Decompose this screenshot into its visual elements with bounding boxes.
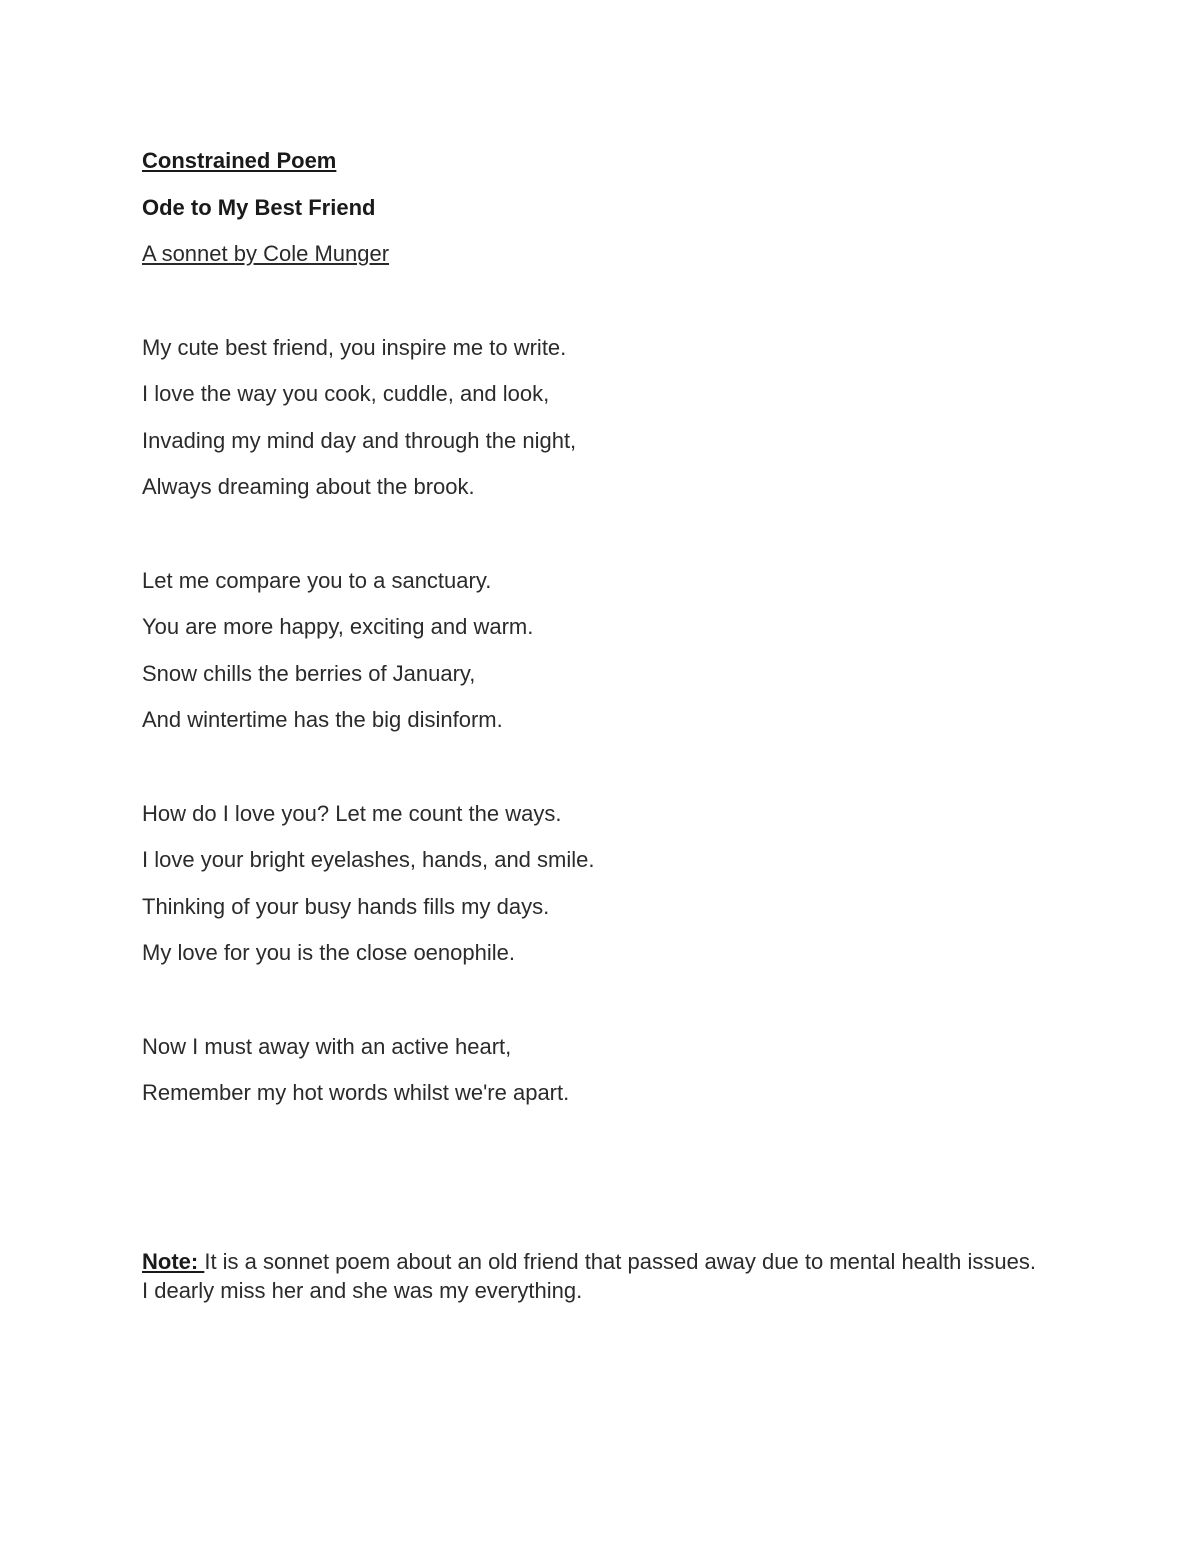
verse-line: How do I love you? Let me count the ways. xyxy=(142,800,562,826)
verse-line: Snow chills the berries of January, xyxy=(142,660,476,686)
verse-line: Now I must away with an active heart, xyxy=(142,1033,512,1059)
verse-line: Always dreaming about the brook. xyxy=(142,474,475,500)
byline-row xyxy=(142,231,1062,278)
spacer xyxy=(142,511,1062,558)
spacer xyxy=(142,744,1062,791)
poem-title: Ode to My Best Friend xyxy=(142,194,376,220)
verse-line: Thinking of your busy hands fills my days. xyxy=(142,893,550,919)
verse-line: My cute best friend, you inspire me to write. xyxy=(142,334,567,360)
poem-title-row xyxy=(142,185,1062,232)
verse-line: My love for you is the close oenophile. xyxy=(142,940,515,966)
spacer xyxy=(142,977,1062,1024)
note-label: Note: xyxy=(142,1249,205,1274)
poem-content xyxy=(142,138,1062,1117)
author-note xyxy=(142,1247,1042,1305)
verse-line: I love the way you cook, cuddle, and look, xyxy=(142,381,550,407)
couplet xyxy=(142,1024,1062,1117)
verse-line: Remember my hot words whilst we're apart. xyxy=(142,1080,570,1106)
spacer xyxy=(142,278,1062,325)
verse-line: Let me compare you to a sanctuary. xyxy=(142,567,492,593)
stanza-1 xyxy=(142,325,1062,511)
stanza-2 xyxy=(142,558,1062,744)
stanza-3 xyxy=(142,791,1062,977)
byline: A sonnet by Cole Munger xyxy=(142,241,390,267)
verse-line: I love your bright eyelashes, hands, and smile. xyxy=(142,847,595,873)
note-text: It is a sonnet poem about an old friend that passed away due to mental health issues. I dearly miss her and she was my everything. xyxy=(142,1249,1036,1303)
section-heading: Constrained Poem xyxy=(142,148,337,174)
section-heading-row xyxy=(142,138,1062,185)
verse-line: You are more happy, exciting and warm. xyxy=(142,614,534,640)
verse-line: Invading my mind day and through the night, xyxy=(142,427,577,453)
verse-line: And wintertime has the big disinform. xyxy=(142,707,503,733)
